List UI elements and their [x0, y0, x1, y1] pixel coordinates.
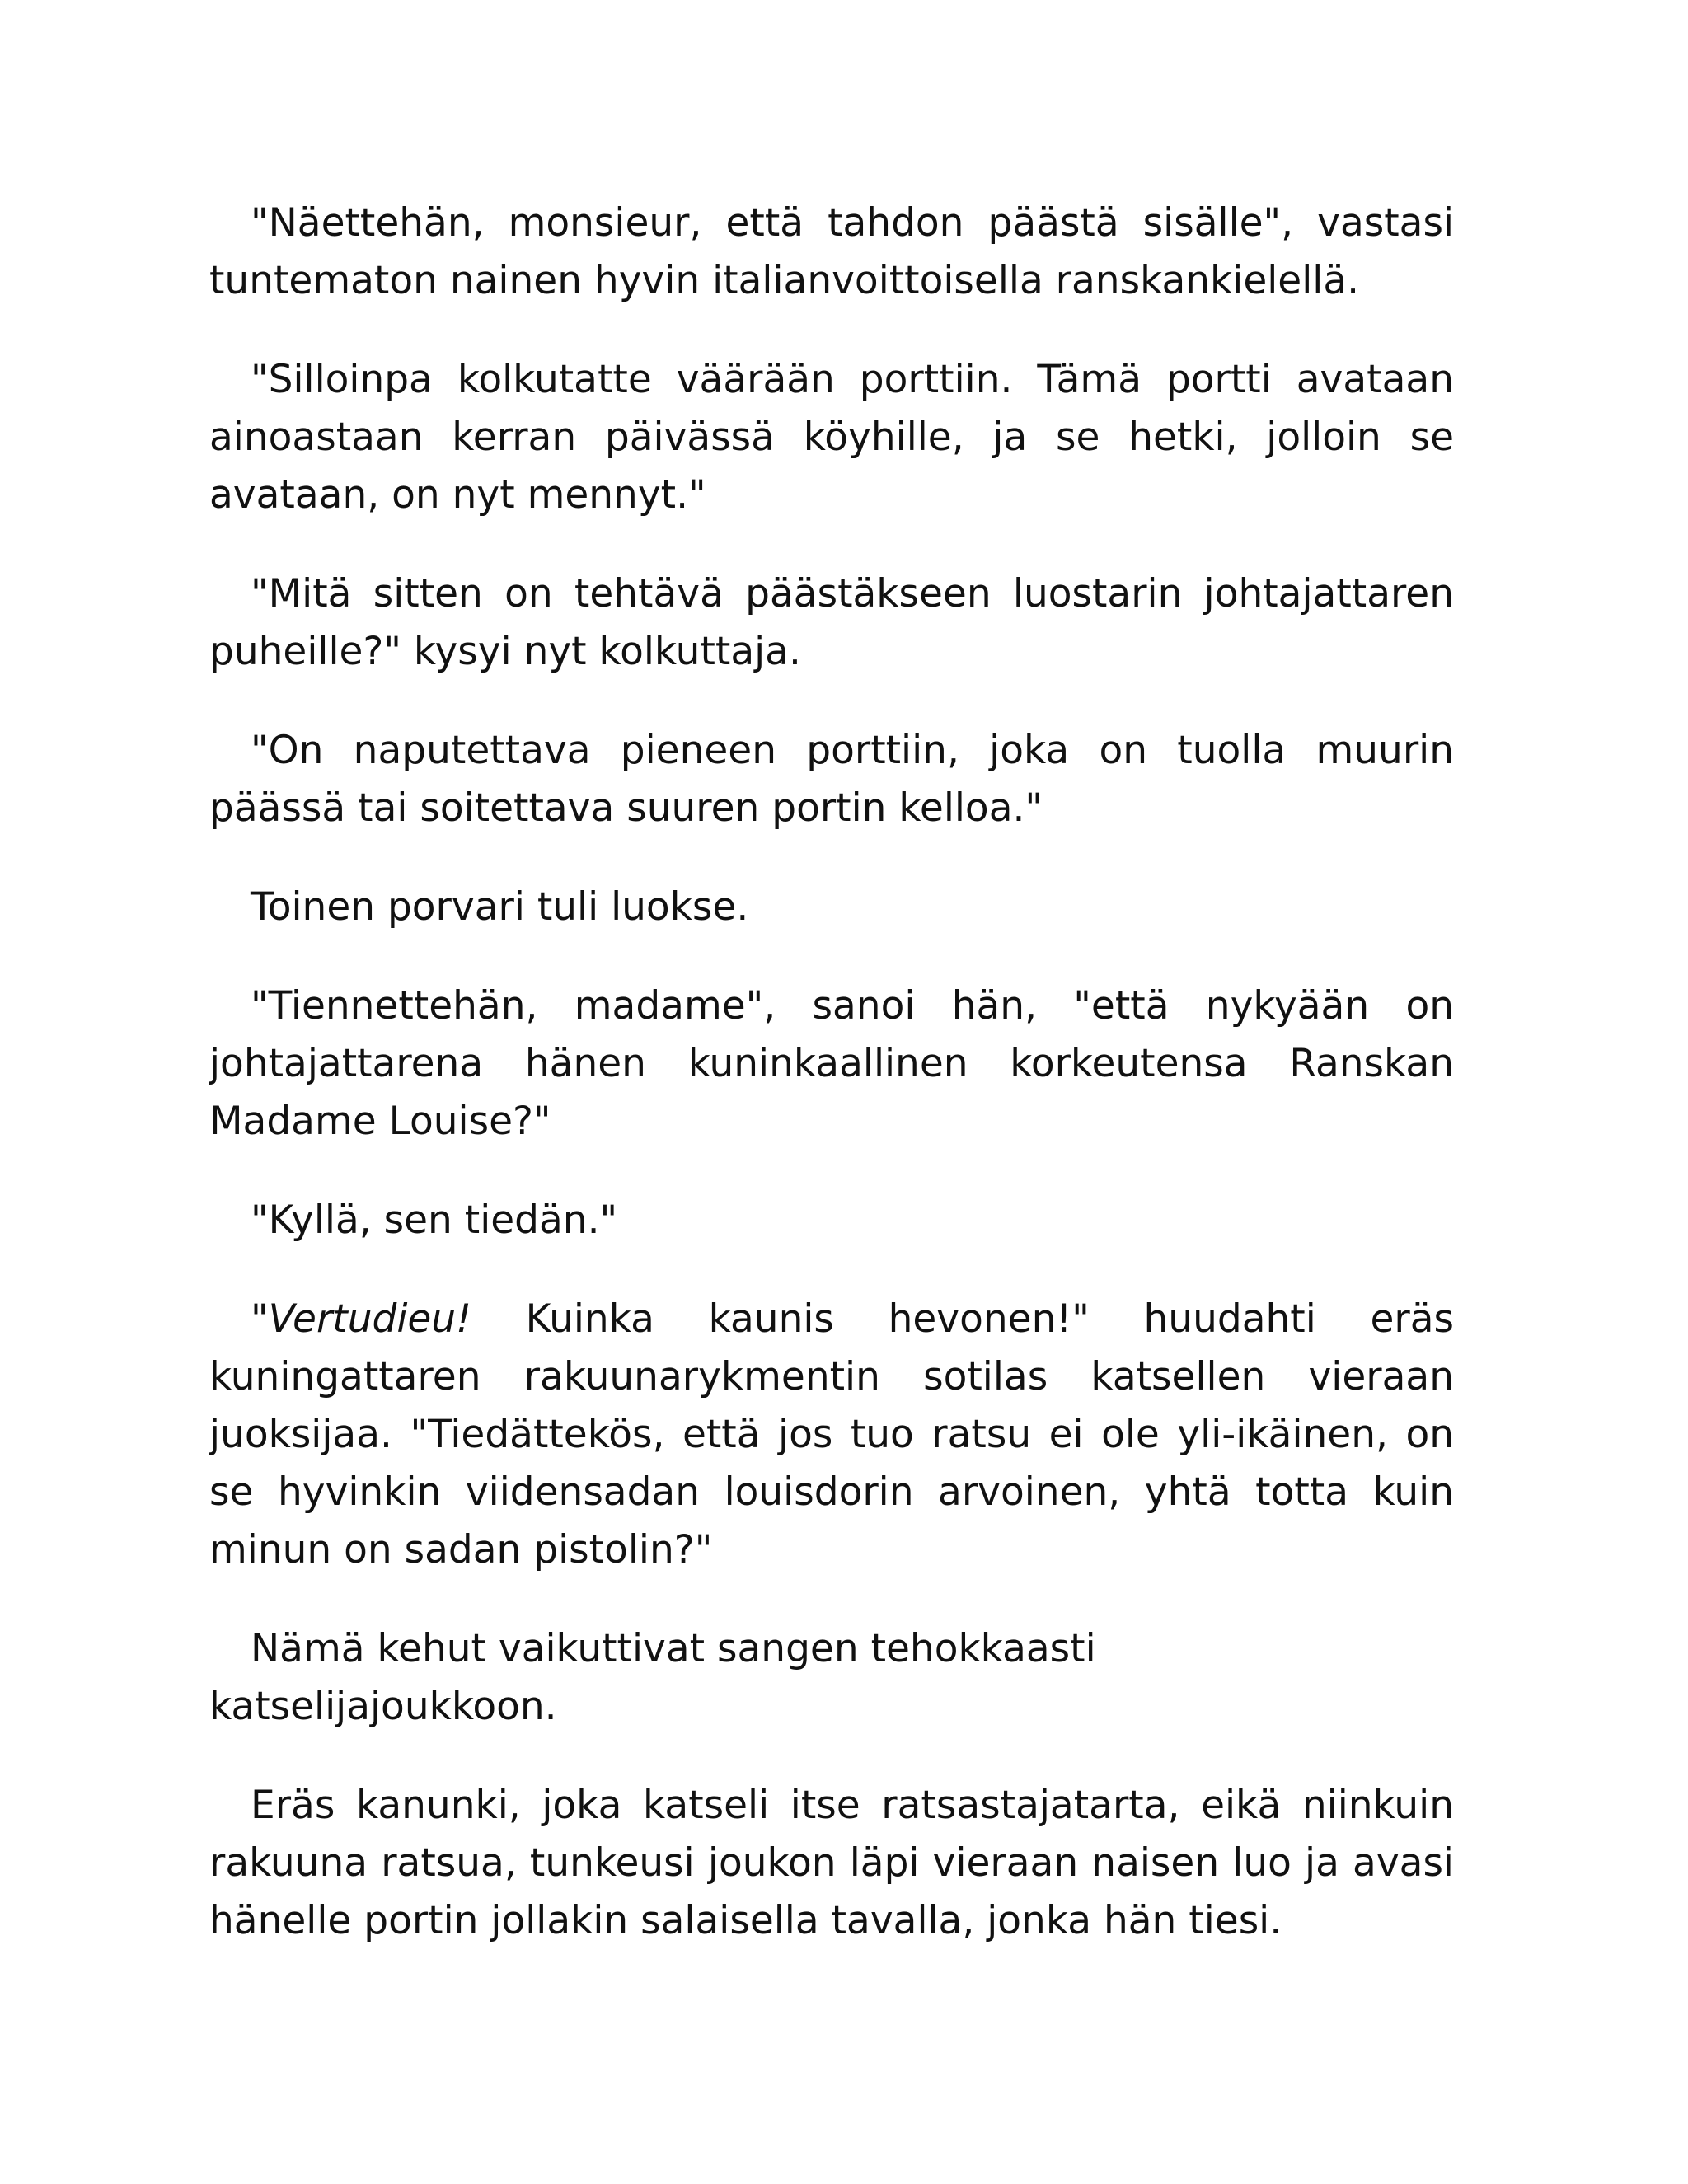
paragraph-4: "On naputettava pieneen porttiin, joka on tuolla muurin päässä tai soitettava suuren portin kelloa.": [209, 728, 1454, 831]
paragraph-6: "Tiennettehän, madame", sanoi hän, "että nykyään on johtajattarena hänen kuninkaallinen korkeutensa Ranskan Madame Louise?": [209, 983, 1454, 1144]
paragraph-5: Toinen porvari tuli luokse.: [251, 884, 749, 930]
paragraph-8-text: Kuinka kaunis hevonen!" huudahti eräs kuningattaren rakuunarykmentin sotilas katsellen vieraan juoksijaa. "Tiedättekös, että jos tuo ratsu ei ole yli-ikäinen, on se hyvinkin viidensadan louisdorin arvoinen, yhtä totta kuin minun on sadan pistolin?": [209, 1296, 1454, 1572]
paragraph-10: Eräs kanunki, joka katseli itse ratsastajatarta, eikä niinkuin rakuuna ratsua, tunkeusi joukon läpi vieraan naisen luo ja avasi hänelle portin jollakin salaisella tavalla, jonka hän tiesi.: [209, 1783, 1454, 1943]
paragraph-3: "Mitä sitten on tehtävä päästäkseen luostarin johtajattaren puheille?" kysyi nyt kolkuttaja.: [209, 571, 1454, 674]
paragraph-1: "Näettehän, monsieur, että tahdon päästä sisälle", vastasi tuntematon nainen hyvin italianvoittoisella ranskankielellä.: [209, 200, 1454, 303]
document-page: [209, 194, 1454, 1991]
paragraph-9: Nämä kehut vaikuttivat sangen tehokkaasti katselijajoukkoon.: [209, 1626, 1096, 1729]
paragraph-8-italic-exclamation: Vertudieu!: [268, 1296, 471, 1342]
paragraph-8-open-quote: ": [251, 1296, 269, 1342]
paragraph-7: "Kyllä, sen tiedän.": [251, 1197, 618, 1243]
paragraph-2: "Silloinpa kolkutatte väärään porttiin. Tämä portti avataan ainoastaan kerran päivässä köyhille, ja se hetki, jolloin se avataan, on nyt mennyt.": [209, 357, 1454, 518]
paragraph-8: [209, 1291, 1454, 1579]
